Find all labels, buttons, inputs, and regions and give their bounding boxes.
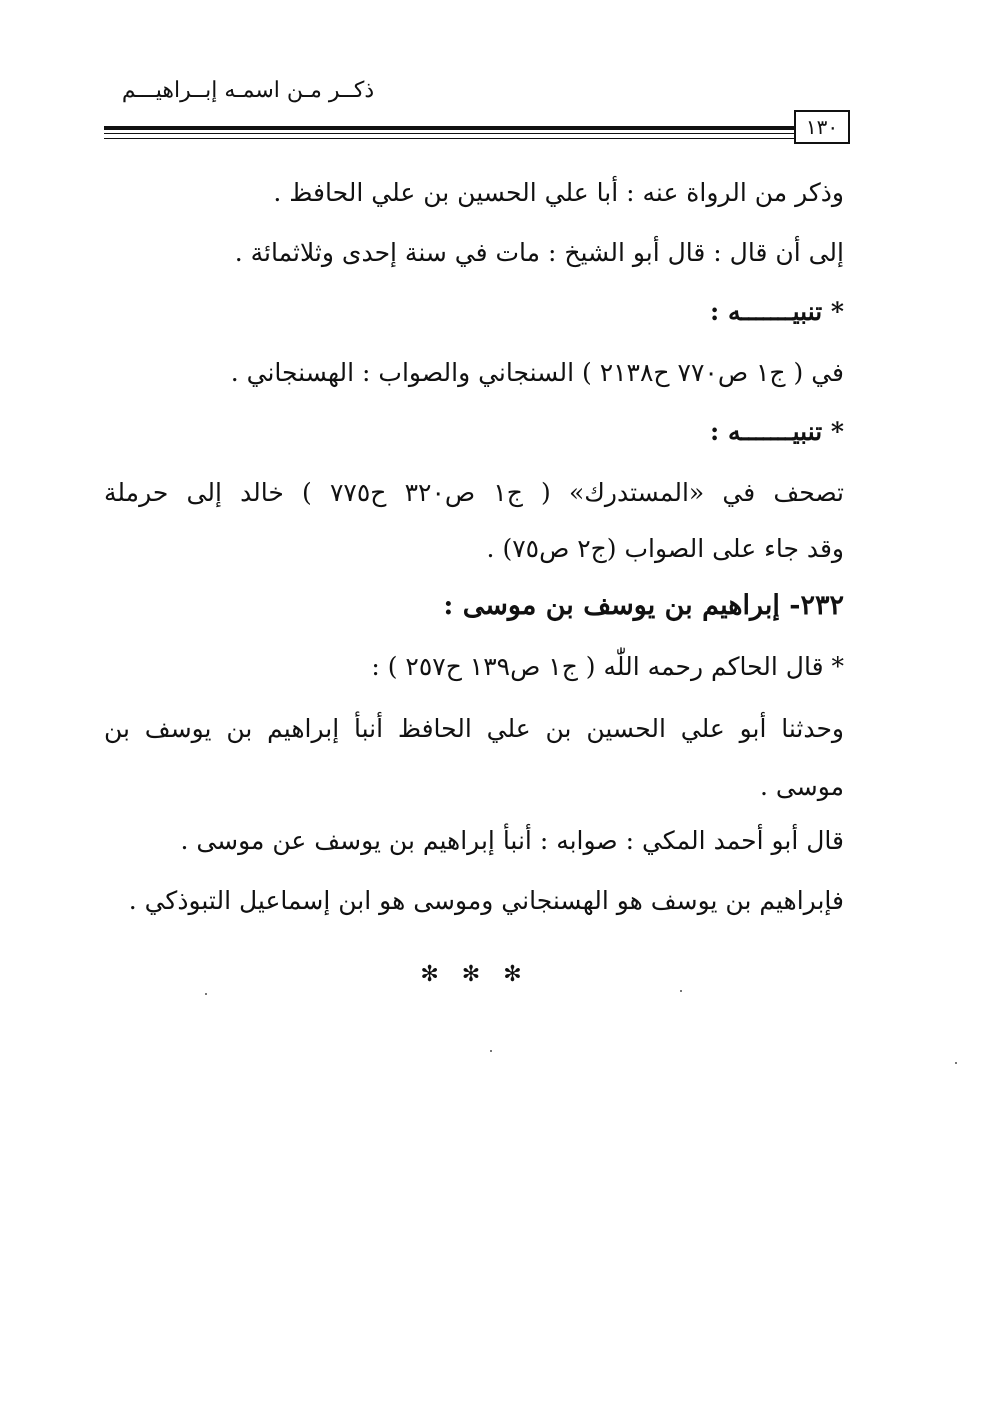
note-heading-1: * تنبيـــــــه :: [710, 297, 844, 326]
scan-speck: [205, 993, 207, 995]
scan-speck: [955, 1062, 957, 1064]
scan-speck: [680, 990, 682, 992]
header-rule-thick: [104, 126, 794, 130]
text-line-correction-2a: تصحف في «المستدرك» ( ج١ ص٣٢٠ ح٧٧٥ ) خالد إلى حرملة: [104, 478, 845, 507]
text-line-correction-1: في ( ج١ ص٧٧٠ ح٢١٣٨ ) السنجاني والصواب : الهسنجاني .: [230, 358, 844, 387]
text-line-correction-2b: وقد جاء على الصواب (ج٢ ص٧٥) .: [486, 534, 844, 563]
note-heading-2: * تنبيـــــــه :: [710, 417, 844, 446]
text-line-makki: قال أبو أحمد المكي : صوابه : أنبأ إبراهيم بن يوسف عن موسى .: [180, 826, 844, 855]
text-line-narrators: وذكر من الرواة عنه : أبا علي الحسين بن علي الحافظ .: [273, 178, 844, 207]
text-line-hakim-quote: * قال الحاكم رحمه اللّٰه ( ج١ ص١٣٩ ح٢٥٧ ) :: [371, 652, 844, 681]
scan-speck: [490, 1050, 492, 1052]
text-line-chain-a: وحدثنا أبو علي الحسين بن علي الحافظ أنبأ إبراهيم بن يوسف بن: [104, 714, 844, 743]
header-rule: [104, 114, 794, 144]
page-number: ١٣٠: [794, 110, 850, 144]
header-rule-thin: [104, 133, 794, 134]
text-line-death-date: إلى أن قال : قال أبو الشيخ : مات في سنة إحدى وثلاثمائة .: [234, 238, 844, 267]
text-line-chain-b: موسى .: [760, 772, 844, 801]
entry-heading: ٢٣٢- إبراهيم بن يوسف بن موسى :: [443, 590, 844, 621]
running-title: ذكــر مـن اسمـه إبــراهيـــم: [121, 78, 375, 103]
text-line-conclusion: فإبراهيم بن يوسف هو الهسنجاني وموسى هو ابن إسماعيل التبوذكي .: [128, 886, 844, 915]
section-separator: ✻ ✻ ✻: [420, 962, 530, 987]
header-rule-thin-lower: [104, 138, 794, 139]
